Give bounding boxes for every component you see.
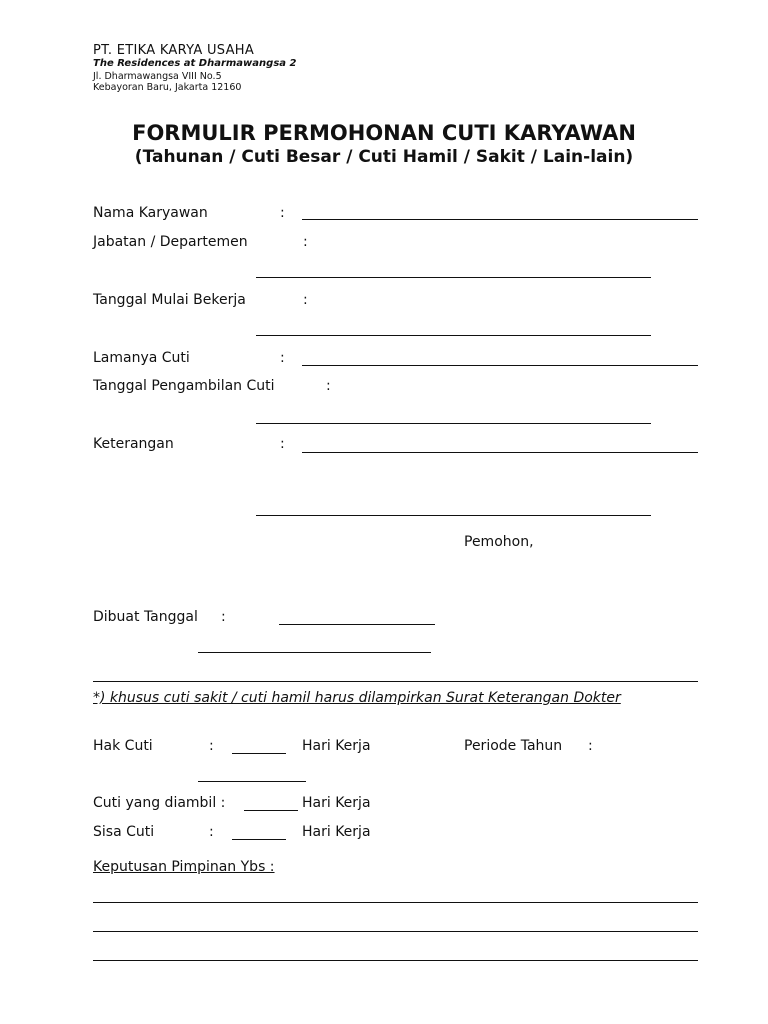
colon: : — [280, 436, 285, 452]
field-line-keputusan-3[interactable] — [93, 960, 698, 961]
colon: : — [303, 292, 308, 308]
field-line-keterangan-2[interactable] — [256, 515, 651, 516]
hari-kerja-label: Hari Kerja — [302, 824, 371, 840]
label-lamanya-cuti: Lamanya Cuti — [93, 350, 190, 366]
address-line-1: The Residences at Dharmawangsa 2 — [93, 58, 297, 69]
form-subtitle: (Tahunan / Cuti Besar / Cuti Hamil / Sakit / Lain-lain) — [134, 147, 634, 167]
label-periode-tahun: Periode Tahun — [464, 738, 563, 754]
colon: : — [280, 350, 285, 366]
field-line-jabatan[interactable] — [256, 277, 651, 278]
address-line-2: Jl. Dharmawangsa VIII No.5 — [93, 71, 222, 82]
label-dibuat-tanggal: Dibuat Tanggal — [93, 609, 198, 625]
colon: : — [326, 378, 331, 394]
label-keputusan: Keputusan Pimpinan Ybs : — [93, 859, 275, 875]
field-line-signature[interactable] — [198, 652, 431, 653]
hari-kerja-label: Hari Kerja — [302, 795, 371, 811]
doctor-note: *) khusus cuti sakit / cuti hamil harus dilampirkan Surat Keterangan Dokter — [93, 690, 621, 706]
field-line-lamanya[interactable] — [302, 365, 698, 366]
colon: : — [303, 234, 308, 250]
field-line-dibuat-tanggal[interactable] — [279, 624, 435, 625]
field-line-sisa-cuti[interactable] — [232, 839, 286, 840]
label-keterangan: Keterangan — [93, 436, 174, 452]
label-tanggal-mulai: Tanggal Mulai Bekerja — [93, 292, 246, 308]
field-line-keputusan-2[interactable] — [93, 931, 698, 932]
field-line-nama[interactable] — [302, 219, 698, 220]
colon: : — [209, 738, 214, 754]
company-name: PT. ETIKA KARYA USAHA — [93, 43, 255, 58]
section-divider — [93, 681, 698, 682]
label-cuti-diambil: Cuti yang diambil : — [93, 795, 226, 811]
label-hak-cuti: Hak Cuti — [93, 738, 153, 754]
field-line-tanggal-mulai[interactable] — [256, 335, 651, 336]
hari-kerja-label: Hari Kerja — [302, 738, 371, 754]
field-line-hak-cuti[interactable] — [232, 753, 286, 754]
address-line-3: Kebayoran Baru, Jakarta 12160 — [93, 82, 242, 93]
field-line-keterangan-1[interactable] — [302, 452, 698, 453]
colon: : — [280, 205, 285, 221]
colon: : — [221, 609, 226, 625]
form-title: FORMULIR PERMOHONAN CUTI KARYAWAN — [132, 121, 636, 145]
pemohon-label: Pemohon, — [464, 534, 534, 550]
colon: : — [588, 738, 593, 754]
colon: : — [209, 824, 214, 840]
label-nama-karyawan: Nama Karyawan — [93, 205, 208, 221]
label-sisa-cuti: Sisa Cuti — [93, 824, 155, 840]
field-line-periode-tahun[interactable] — [198, 781, 306, 782]
field-line-cuti-diambil[interactable] — [244, 810, 298, 811]
field-line-tanggal-pengambilan[interactable] — [256, 423, 651, 424]
label-jabatan: Jabatan / Departemen — [93, 234, 248, 250]
field-line-keputusan-1[interactable] — [93, 902, 698, 903]
label-tanggal-pengambilan: Tanggal Pengambilan Cuti — [93, 378, 275, 394]
